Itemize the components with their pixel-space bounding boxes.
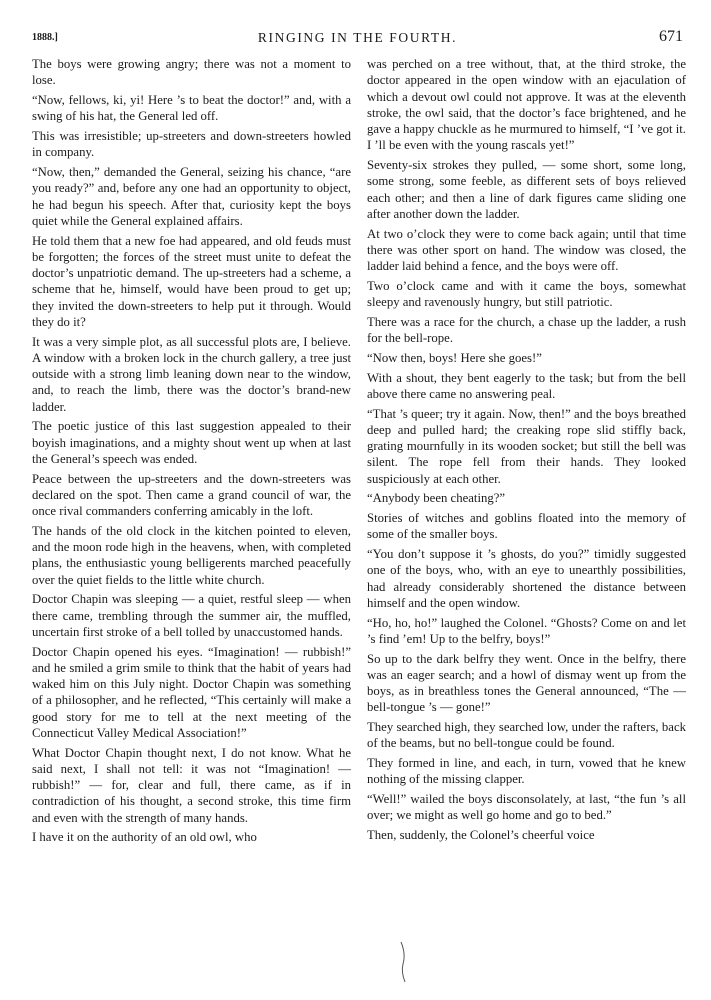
running-header bbox=[32, 28, 683, 52]
right-column bbox=[367, 56, 686, 968]
left-column bbox=[32, 56, 351, 968]
paragraph: Doctor Chapin was sleeping — a quiet, restful sleep — when there came, trembling through the summer air, the muffled, uncertain first stroke of a bell tolled by unaccustomed hands. bbox=[32, 592, 351, 639]
paragraph: The poetic justice of this last suggestion appealed to their boyish imaginations, and a mighty shout went up when at last the General’s speech was ended. bbox=[32, 419, 351, 466]
paragraph: was perched on a tree without, that, at the third stroke, the doctor appeared in the open window with an ejaculation of which a devout owl could not approve. It was at the eleventh stroke, the owl said, that the doctor’s face brightened, and he gave a happy chuckle as he murmured to himself, “I ’ve got it. I ’ll be even with the young rascals yet!” bbox=[367, 57, 686, 153]
paragraph: This was irresistible; up-streeters and down-streeters howled in company. bbox=[32, 129, 351, 160]
paragraph: They formed in line, and each, in turn, vowed that he knew nothing of the missing clapper. bbox=[367, 756, 686, 787]
text-columns bbox=[32, 56, 686, 968]
paragraph: What Doctor Chapin thought next, I do not know. What he said next, I shall not tell: it was not “Imagination! — rubbish!” — for, clear and full, there came, as if in contradiction of his thought, a second stroke, this time firm and even with the strength of many hands. bbox=[32, 745, 351, 825]
paragraph: There was a race for the church, a chase up the ladder, a rush for the bell-rope. bbox=[367, 314, 686, 345]
paragraph: Two o’clock came and with it came the boys, somewhat sleepy and ravenously hungry, but still patriotic. bbox=[367, 278, 686, 309]
header-year: 1888.] bbox=[32, 32, 58, 43]
paragraph: “Anybody been cheating?” bbox=[367, 491, 506, 506]
paragraph: “Ho, ho, ho!” laughed the Colonel. “Ghosts? Come on and let ’s find ’em! Up to the belfry, boys!” bbox=[367, 615, 686, 646]
paragraph: Seventy-six strokes they pulled, — some short, some long, some strong, some feeble, as different sets of boys relieved each other; and then a line of dark figures came sliding one after another down the ladder. bbox=[367, 158, 686, 221]
paragraph: Then, suddenly, the Colonel’s cheerful voice bbox=[367, 828, 595, 842]
paragraph: He told them that a new foe had appeared, and old feuds must be forgotten; the forces of the street must unite to defeat the doctor’s unpatriotic demand. The up-streeters had a scheme, a scheme that he, himself, would have been proud to get up; they invited the down-streeters to help put it through. Would they do it? bbox=[32, 233, 351, 329]
paragraph: “You don’t suppose it ’s ghosts, do you?” timidly suggested one of the boys, who, with an eye to unearthly possibilities, had already considerably shortened the distance between himself and the open window. bbox=[367, 547, 686, 610]
paragraph: “Now, then,” demanded the General, seizing his chance, “are you ready?” and, before any one had an opportunity to object, he had begun his speech. After that, curiosity kept the boys quiet while the General explained affairs. bbox=[32, 165, 351, 228]
paragraph: Peace between the up-streeters and the down-streeters was declared on the spot. Then came a grand council of war, the once rival commanders conferring amicably in the loft. bbox=[32, 471, 351, 518]
paragraph: “That ’s queer; try it again. Now, then!” and the boys breathed deep and pulled hard; the creaking rope slid stiffly back, grating mournfully in its wooden socket; but still the bell was silent. The rope fell from their hands. They looked suspiciously at each other. bbox=[367, 406, 686, 486]
paragraph: The boys were growing angry; there was not a moment to lose. bbox=[32, 57, 351, 88]
paragraph: Stories of witches and goblins floated into the memory of some of the smaller boys. bbox=[367, 511, 686, 542]
paragraph: They searched high, they searched low, under the rafters, back of the beams, but no bell-tongue could be found. bbox=[367, 720, 686, 751]
paragraph: “Now then, boys! Here she goes!” bbox=[367, 350, 542, 365]
paragraph: With a shout, they bent eagerly to the task; but from the bell above there came no answering peal. bbox=[367, 370, 686, 401]
paragraph: I have it on the authority of an old owl, who bbox=[32, 830, 257, 845]
paragraph: “Well!” wailed the boys disconsolately, at last, “the fun ’s all over; we might as well go home and go to bed.” bbox=[367, 792, 686, 823]
running-title: RINGING IN THE FOURTH. bbox=[257, 30, 458, 45]
paragraph: At two o’clock they were to come back again; until that time there was other sport on hand. The window was closed, the ladder laid behind a fence, and the boys were off. bbox=[367, 226, 686, 273]
page-number: 671 bbox=[659, 28, 683, 45]
paragraph: It was a very simple plot, as all successful plots are, I believe. A window with a broken lock in the church gallery, a tree just outside with a strong limb leaning down near to the window, and, to reach the limb, there was the doctor’s brand-new ladder. bbox=[32, 334, 351, 414]
pencil-mark-icon bbox=[398, 940, 410, 984]
paragraph: So up to the dark belfry they went. Once in the belfry, there was an eager search; and a howl of dismay went up from the boys, as in breathless tones the General announced, “The — bell-tongue ’s — gone!” bbox=[367, 651, 686, 715]
paragraph: The hands of the old clock in the kitchen pointed to eleven, and the moon rode high in the heavens, when, with completed plans, the enthusiastic young belligerents marched peacefully over the quiet fields to the little white church. bbox=[32, 523, 351, 587]
paragraph: Doctor Chapin opened his eyes. “Imagination! — rubbish!” and he smiled a grim smile to think that the habit of years had waked him on this July night. Doctor Chapin was something of a philosopher, and he reflected, “This certainly will make a good story for me to tell at the next meeting of the Connecticut Valley Medical Association!” bbox=[32, 644, 351, 740]
paragraph: “Now, fellows, ki, yi! Here ’s to beat the doctor!” and, with a swing of his hat, the General led off. bbox=[32, 93, 351, 124]
